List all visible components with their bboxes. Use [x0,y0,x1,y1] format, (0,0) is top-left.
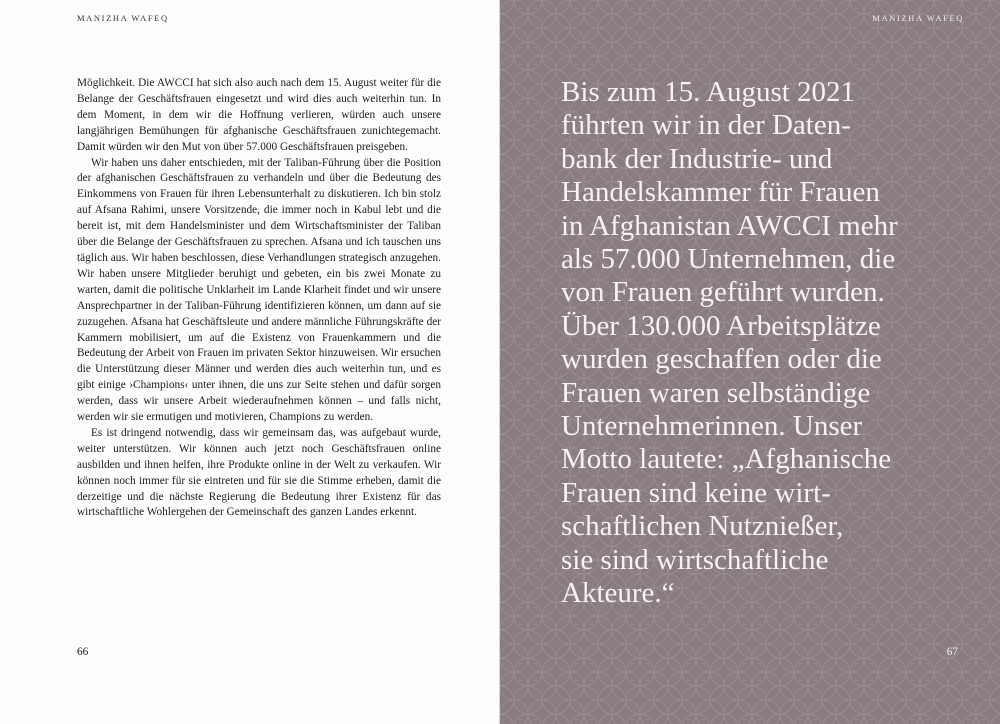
running-head-left: MANIZHA WAFEQ [77,13,169,23]
right-page [500,0,1000,724]
body-text [77,76,441,521]
page-number-right: 67 [946,646,958,658]
paragraph-2: Wir haben uns daher entschieden, mit der Taliban-Führung über die Position der afghanischen Geschäftsfrauen zu verhandeln und über die Bedeutung des Einkommens von Frauen für ihren Lebensunterhalt zu diskutieren. Ich bin stolz auf Afsana Rahimi, unsere Vorsitzende, die immer noch in Kabul lebt und die bereit ist, mit dem Handelsminister und dem Wirtschaftsminister der Taliban über die Belange der Geschäftsfrauen zu sprechen. Afsana und ich tauschen uns täglich aus. Wir haben beschlossen, diese Verhandlungen strategisch anzugehen. Wir haben unsere Mitglieder beruhigt und gebeten, ein bis zwei Monate zu warten, damit die politische Unklarheit im Lande Klarheit findet und wir unsere Ansprechpartner in der Taliban-Führung identifizieren können, um dann auf sie zuzugehen. Afsana hat Geschäftsleute und andere männliche Führungskräfte der Kammern mobilisiert, um auf die Existenz von Frauenkammern und die Bedeutung der Arbeit von Frauen im privaten Sektor hinzuweisen. Wir ersuchen die Unterstützung dieser Männer und werden dies auch weiterhin tun, und es gibt einige ›Champions‹ unter ihnen, die uns zur Seite stehen und dafür sorgen werden, dass wir unsere Arbeit wiederaufnehmen können – und falls nicht, werden wir sie ermutigen und motivieren, Champions zu werden. [77,156,441,424]
running-head-right: MANIZHA WAFEQ [872,13,964,23]
page-number-left: 66 [77,646,89,658]
paragraph-1: Möglichkeit. Die AWCCI hat sich also auch nach dem 15. August weiter für die Belange der Geschäftsfrauen eingesetzt und wird dies auch weiterhin tun. In dem Moment, in dem wir die Hoffnung verlieren, würden auch unsere langjährigen Bemühungen für afghanische Geschäftsfrauen zunichtegemacht. Damit würden wir den Mut von über 57.000 Geschäftsfrauen preisgeben. [77,77,441,153]
pull-quote: Bis zum 15. August 2021 führten wir in der Daten- bank der Industrie- und Handelskammer für Frauen in Afghanistan AWCCI mehr als 57.000 Unternehmen, die von Frauen geführt wurden. Über 130.000 Arbeitsplätze wurden geschaffen oder die Frauen waren selbständige Unternehmerinnen. Unser Motto lautete: „Afghanische Frauen sind keine wirt- schaftlichen Nutznießer, sie sind wirtschaftliche Akteure.“ [561,76,898,610]
paragraph-3: Es ist dringend notwendig, dass wir gemeinsam das, was aufgebaut wurde, weiter unterstützen. Wir können auch jetzt noch Geschäftsfrauen online ausbilden und ihnen helfen, ihre Produkte online in der Welt zu verkaufen. Wir können noch immer für sie eintreten und für sie die Stimme erheben, damit die derzeitige und die nächste Regierung die Bedeutung ihrer Existenz für das wirtschaftliche Wohlergehen der Gemeinschaft des ganzen Landes erkennt. [77,426,441,519]
